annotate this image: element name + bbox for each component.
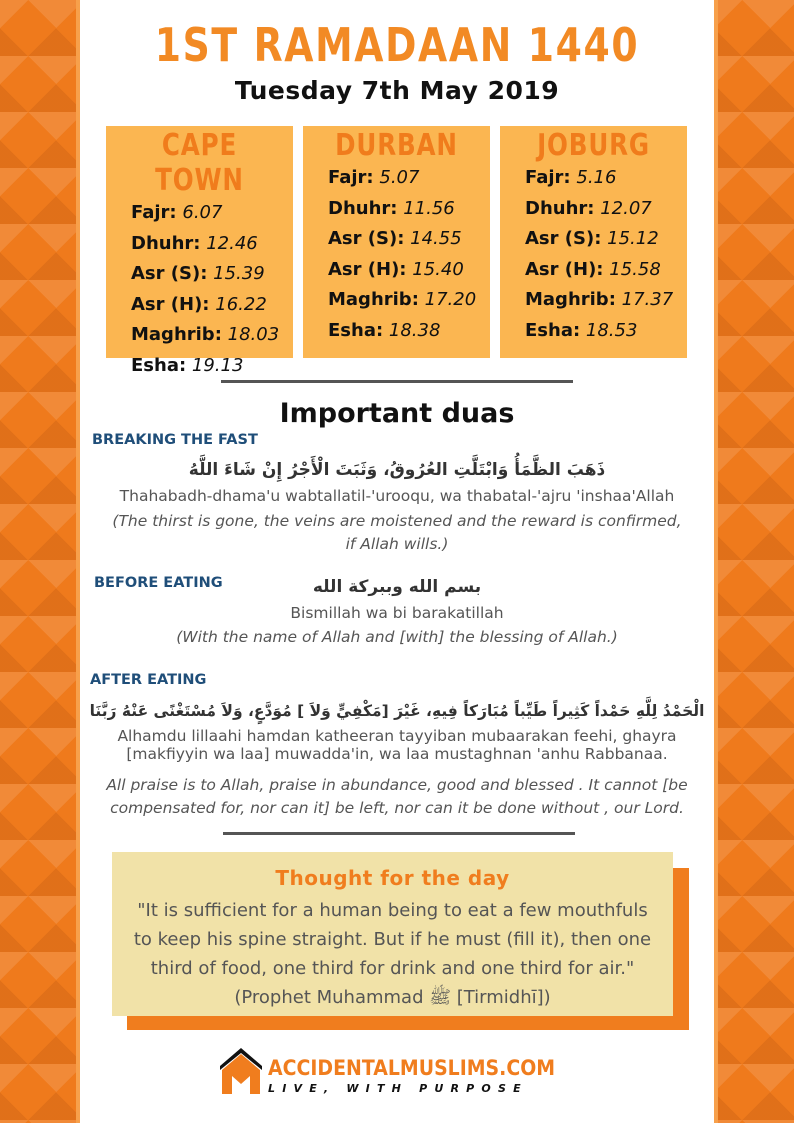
prayer-label: Maghrib: xyxy=(131,324,222,345)
prayer-time: 15.39 xyxy=(213,263,265,284)
prayer-row xyxy=(328,285,490,316)
quote-line: "It is sufficient for a human being to eat a few mouthfuls xyxy=(137,900,648,921)
prayer-time: 6.07 xyxy=(182,202,223,223)
prayer-label: Asr (H): xyxy=(131,293,210,315)
prayer-row xyxy=(328,255,490,286)
dua-arabic-breaking: ذَهَبَ الظَّمَأُ وَابْتَلَّتِ العُرُوقُ، وَثَبَتَ الْأَجْرُ إِنْ شَاءَ اللَّهُ xyxy=(188,460,606,480)
left-pattern-border xyxy=(0,0,80,1123)
prayer-row xyxy=(525,316,687,347)
brand-logo xyxy=(218,1046,578,1096)
right-pattern-border xyxy=(714,0,794,1123)
dua-arabic-after: الْحَمْدُ لِلَّهِ حَمْداً كَثِيراً طَيِّباً مُبَارَكاً فِيهِ، غَيْرَ [مَكْفِيٍّ وَلاَ ] مُوَدَّعٍ، وَلاَ مُسْتَغْنًى عَنْهُ رَبَّنَا xyxy=(89,702,705,720)
prayer-row xyxy=(131,259,293,290)
city-name: CAPE TOWN xyxy=(155,128,244,198)
prayer-label: Asr (H): xyxy=(525,258,604,280)
dua-label-after: AFTER EATING xyxy=(90,672,207,688)
prayer-row xyxy=(131,198,293,229)
prayer-label: Esha: xyxy=(328,319,384,341)
prayer-time: 5.07 xyxy=(379,167,420,188)
translation-line: All praise is to Allah, praise in abundance, good and blessed . It cannot [be xyxy=(106,776,688,794)
prayer-row xyxy=(525,163,687,194)
prayer-label: Dhuhr: xyxy=(328,197,398,219)
prayer-row xyxy=(328,316,490,347)
prayer-label: Asr (S): xyxy=(525,228,602,249)
thought-title: Thought for the day xyxy=(275,866,510,890)
page-date: Tuesday 7th May 2019 xyxy=(234,76,560,105)
translit-line: Alhamdu lillaahi hamdan katheeran tayyiban mubaarakan feehi, ghayra xyxy=(117,727,677,745)
city-name: DURBAN xyxy=(335,128,458,163)
prayer-label: Esha: xyxy=(131,354,187,376)
prayer-row xyxy=(131,290,293,321)
translit-line: [makfiyyin wa laa] muwadda'in, wa laa mustaghnan 'anhu Rabbanaa. xyxy=(126,745,668,763)
quote-line: third of food, one third for drink and one third for air." xyxy=(150,958,635,979)
dua-arabic-before: بسم الله وببركة الله xyxy=(312,577,482,597)
prayer-time: 18.38 xyxy=(388,319,441,341)
city-card-durban xyxy=(303,126,490,358)
city-card-cape-town xyxy=(106,126,293,376)
prayer-label: Maghrib: xyxy=(525,289,616,310)
brand-name: ACCIDENTALMUSLIMS.COM xyxy=(268,1056,556,1080)
prayer-label: Fajr: xyxy=(525,167,571,188)
prayer-row xyxy=(131,351,293,382)
prayer-row xyxy=(328,163,490,194)
prayer-label: Dhuhr: xyxy=(525,197,595,219)
prayer-time: 19.13 xyxy=(191,354,244,376)
translation-line: (The thirst is gone, the veins are moistened and the reward is confirmed, xyxy=(112,512,682,530)
dua-translit-before: Bismillah wa bi barakatillah xyxy=(290,604,504,622)
dua-translation-before: (With the name of Allah and [with] the blessing of Allah.) xyxy=(176,628,618,646)
city-card-joburg xyxy=(500,126,687,358)
translation-line: if Allah wills.) xyxy=(345,535,449,553)
dua-translit-breaking: Thahabadh-dhama'u wabtallatil-'urooqu, wa thabatal-'ajru 'inshaa'Allah xyxy=(119,487,675,505)
brand-tagline: LIVE, WITH PURPOSE xyxy=(268,1082,528,1095)
prayer-time: 18.53 xyxy=(585,319,638,341)
prayer-label: Esha: xyxy=(525,319,581,341)
prayer-label: Asr (S): xyxy=(131,263,208,284)
prayer-row xyxy=(131,229,293,260)
prayer-row xyxy=(328,194,490,225)
prayer-time: 5.16 xyxy=(576,167,617,188)
prayer-time: 12.07 xyxy=(600,197,652,219)
duas-heading: Important duas xyxy=(279,398,515,429)
prayer-time: 14.55 xyxy=(410,228,462,249)
divider-top xyxy=(221,380,573,383)
prayer-label: Asr (H): xyxy=(328,258,407,280)
prayer-label: Maghrib: xyxy=(328,289,419,310)
dua-translation-breaking xyxy=(80,510,714,556)
prayer-time: 18.03 xyxy=(227,324,280,345)
prayer-time: 15.58 xyxy=(609,258,661,280)
prayer-time: 15.40 xyxy=(412,258,464,280)
dua-label-before: BEFORE EATING xyxy=(94,575,223,591)
prayer-row xyxy=(525,224,687,255)
dua-translit-after xyxy=(80,727,714,763)
translation-line: compensated for, nor can it] be left, nor can it be done without , our Lord. xyxy=(110,799,684,817)
poster-page xyxy=(80,0,714,1123)
prayer-time: 15.12 xyxy=(607,228,659,249)
prayer-label: Fajr: xyxy=(328,167,374,188)
prayer-row xyxy=(525,255,687,286)
prayer-label: Dhuhr: xyxy=(131,232,201,254)
thought-quote xyxy=(112,896,673,1012)
prayer-label: Fajr: xyxy=(131,202,177,223)
prayer-row xyxy=(131,320,293,351)
prayer-label: Asr (S): xyxy=(328,228,405,249)
prayer-row xyxy=(525,285,687,316)
quote-source: (Prophet Muhammad ﷺ [Tirmidhī]) xyxy=(234,987,551,1008)
house-m-icon xyxy=(218,1046,264,1096)
prayer-time: 12.46 xyxy=(206,232,258,254)
prayer-time: 17.37 xyxy=(621,289,674,310)
prayer-row xyxy=(328,224,490,255)
thought-box xyxy=(112,852,673,1016)
prayer-time: 11.56 xyxy=(403,197,455,219)
dua-label-breaking: BREAKING THE FAST xyxy=(92,432,258,448)
dua-translation-after xyxy=(80,774,714,820)
prayer-time: 16.22 xyxy=(215,293,267,315)
prayer-time: 17.20 xyxy=(424,289,477,310)
city-name: JOBURG xyxy=(537,128,650,163)
quote-line: to keep his spine straight. But if he must (fill it), then one xyxy=(133,929,652,950)
page-title: 1ST RAMADAAN 1440 xyxy=(154,18,640,72)
prayer-row xyxy=(525,194,687,225)
divider-bottom xyxy=(223,832,575,835)
